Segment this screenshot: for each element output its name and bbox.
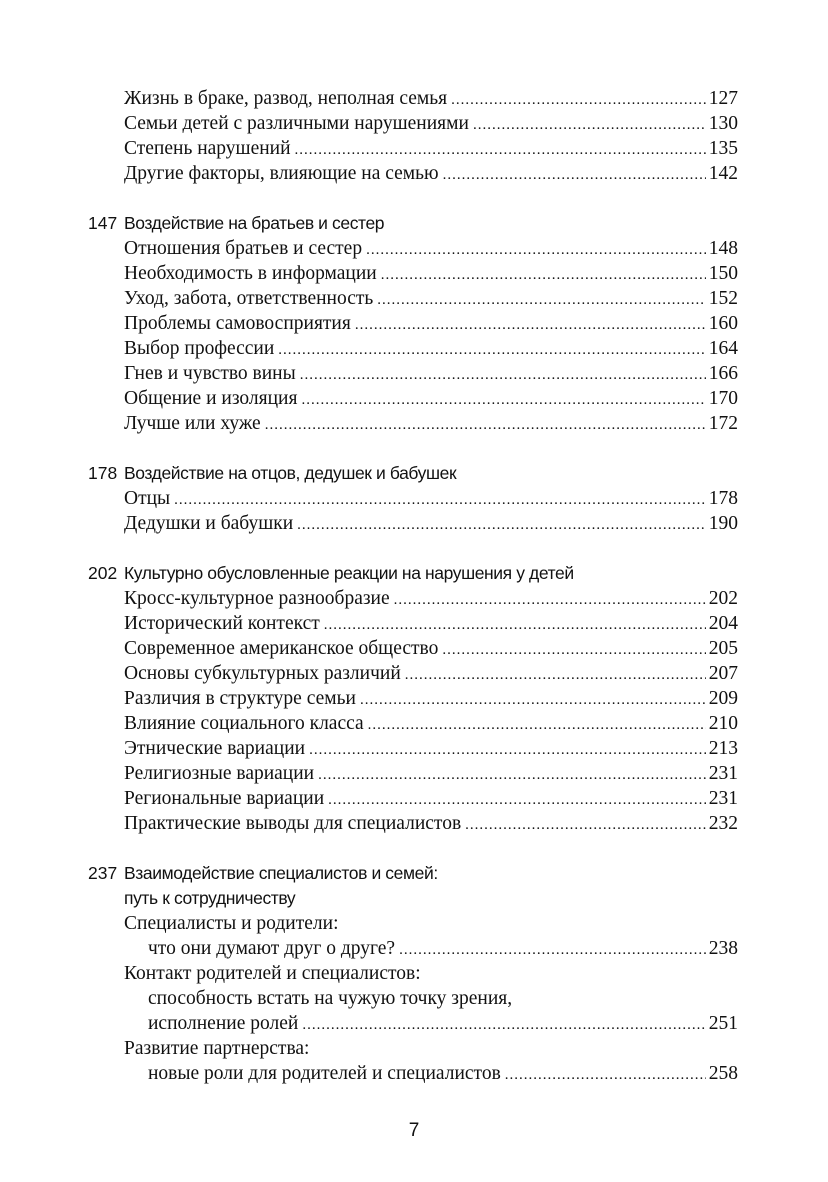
toc-entry-page: 130 xyxy=(708,113,738,134)
toc-entry-continued xyxy=(0,986,828,1011)
toc-entry-title: Отношения братьев и сестер xyxy=(124,238,363,259)
dot-leader xyxy=(328,788,706,813)
toc-entry xyxy=(0,386,828,411)
toc-entry-page: 204 xyxy=(708,613,738,634)
toc-entry xyxy=(0,936,828,961)
toc-entry xyxy=(0,661,828,686)
toc-entry-page: 213 xyxy=(708,738,738,759)
dot-leader xyxy=(295,138,706,163)
toc-entry xyxy=(0,311,828,336)
dot-leader xyxy=(318,763,706,788)
toc-entry xyxy=(0,261,828,286)
toc-entry-page: 170 xyxy=(708,388,738,409)
toc-entry-page: 209 xyxy=(708,688,738,709)
toc-entry-title: Дедушки и бабушки xyxy=(124,513,294,534)
chapter-heading xyxy=(0,861,828,886)
toc-entry-title: исполнение ролей xyxy=(148,1013,299,1034)
toc-entry xyxy=(0,811,828,836)
toc-entry xyxy=(0,486,828,511)
toc-entry-page: 160 xyxy=(708,313,738,334)
chapter-heading-continued xyxy=(0,886,828,911)
dot-leader xyxy=(360,688,706,713)
toc-entry xyxy=(0,411,828,436)
toc-entry xyxy=(0,511,828,536)
dot-leader xyxy=(300,363,706,388)
toc-entry xyxy=(0,611,828,636)
chapter-heading xyxy=(0,211,828,236)
toc-entry-page: 207 xyxy=(708,663,738,684)
toc-entry-title: Общение и изоляция xyxy=(124,388,298,409)
toc-entry-page: 190 xyxy=(708,513,738,534)
toc-entry-heading xyxy=(0,1036,828,1061)
toc-entry-title: Практические выводы для специалистов xyxy=(124,813,462,834)
chapter-page: 147 xyxy=(88,213,118,233)
dot-leader xyxy=(394,588,706,613)
dot-leader xyxy=(451,88,706,113)
chapter-page: 237 xyxy=(88,863,118,883)
chapter-title-line2: путь к сотрудничеству xyxy=(124,888,296,908)
dot-leader xyxy=(302,1013,705,1038)
chapter-page: 178 xyxy=(88,463,118,483)
toc-entry xyxy=(0,286,828,311)
toc-entry-title: Выбор профессии xyxy=(124,338,275,359)
toc-entry-page: 202 xyxy=(708,588,738,609)
toc-entry-title: Религиозные вариации xyxy=(124,763,315,784)
toc-entry-page: 210 xyxy=(708,713,738,734)
dot-leader xyxy=(301,388,705,413)
toc-entry-page: 205 xyxy=(708,638,738,659)
dot-leader xyxy=(265,413,706,438)
toc-entry xyxy=(0,86,828,111)
toc-entry-title: Основы субкультурных различий xyxy=(124,663,401,684)
chapter-title: Культурно обусловленные реакции на нарушения у детей xyxy=(124,563,574,583)
toc-entry-page: 231 xyxy=(708,763,738,784)
toc-entry xyxy=(0,1061,828,1086)
toc-entry-page: 164 xyxy=(708,338,738,359)
dot-leader xyxy=(465,813,706,838)
chapter-heading xyxy=(0,461,828,486)
toc-entry-page: 148 xyxy=(708,238,738,259)
toc-entry-heading xyxy=(0,961,828,986)
toc-entry-title: Кросс-культурное разнообразие xyxy=(124,588,390,609)
toc-entry-page: 232 xyxy=(708,813,738,834)
dot-leader xyxy=(399,938,706,963)
toc-entry-title: Лучше или хуже xyxy=(124,413,261,434)
toc-entry-page: 150 xyxy=(708,263,738,284)
toc-entry-page: 231 xyxy=(708,788,738,809)
toc-entry xyxy=(0,236,828,261)
dot-leader xyxy=(381,263,706,288)
toc-entry-title: Современное американское общество xyxy=(124,638,439,659)
toc-entry-page: 172 xyxy=(708,413,738,434)
table-of-contents xyxy=(0,86,828,1086)
dot-leader xyxy=(505,1063,706,1088)
toc-entry xyxy=(0,1011,828,1036)
toc-entry-title: Семьи детей с различными нарушениями xyxy=(124,113,469,134)
toc-entry-page: 142 xyxy=(708,163,738,184)
toc-entry xyxy=(0,761,828,786)
toc-entry-title: Гнев и чувство вины xyxy=(124,363,296,384)
toc-entry-title: Контакт родителей и специалистов: xyxy=(124,963,421,984)
chapter-heading xyxy=(0,561,828,586)
toc-entry-title: Различия в структуре семьи xyxy=(124,688,356,709)
dot-leader xyxy=(442,638,705,663)
toc-entry-page: 251 xyxy=(708,1013,738,1034)
chapter-page: 202 xyxy=(88,563,118,583)
dot-leader xyxy=(309,738,706,763)
toc-entry-title: Региональные вариации xyxy=(124,788,325,809)
toc-entry-title: Развитие партнерства: xyxy=(124,1038,310,1059)
toc-entry xyxy=(0,161,828,186)
dot-leader xyxy=(297,513,706,538)
toc-entry-page: 135 xyxy=(708,138,738,159)
toc-entry-heading xyxy=(0,911,828,936)
toc-entry xyxy=(0,336,828,361)
toc-entry xyxy=(0,786,828,811)
toc-entry xyxy=(0,711,828,736)
dot-leader xyxy=(324,613,706,638)
toc-entry xyxy=(0,136,828,161)
dot-leader xyxy=(473,113,706,138)
toc-entry-title: новые роли для родителей и специалистов xyxy=(148,1063,501,1084)
toc-entry xyxy=(0,586,828,611)
toc-entry-title: Другие факторы, влияющие на семью xyxy=(124,163,439,184)
toc-entry xyxy=(0,686,828,711)
toc-entry-title: Этнические вариации xyxy=(124,738,306,759)
toc-entry-title: Уход, забота, ответственность xyxy=(124,288,374,309)
dot-leader xyxy=(368,713,706,738)
toc-entry-title: Необходимость в информации xyxy=(124,263,377,284)
toc-entry-page: 178 xyxy=(708,488,738,509)
chapter-title: Воздействие на отцов, дедушек и бабушек xyxy=(124,463,457,483)
toc-entry-title: Проблемы самовосприятия xyxy=(124,313,351,334)
toc-entry-title: способность встать на чужую точку зрения, xyxy=(148,988,513,1009)
toc-entry xyxy=(0,636,828,661)
toc-entry xyxy=(0,111,828,136)
toc-entry-page: 152 xyxy=(708,288,738,309)
dot-leader xyxy=(405,663,706,688)
chapter-title: Взаимодействие специалистов и семей: xyxy=(124,863,438,883)
toc-entry xyxy=(0,736,828,761)
toc-entry-page: 127 xyxy=(708,88,738,109)
toc-entry-page: 166 xyxy=(708,363,738,384)
page-number: 7 xyxy=(408,1120,420,1141)
dot-leader xyxy=(355,313,706,338)
toc-entry-title: Специалисты и родители: xyxy=(124,913,339,934)
toc-entry-page: 258 xyxy=(708,1063,738,1084)
dot-leader xyxy=(174,488,706,513)
toc-entry xyxy=(0,361,828,386)
toc-entry-title: Жизнь в браке, развод, неполная семья xyxy=(124,88,448,109)
toc-entry-title: Исторический контекст xyxy=(124,613,320,634)
toc-entry-title: что они думают друг о друге? xyxy=(148,938,396,959)
chapter-title: Воздействие на братьев и сестер xyxy=(124,213,385,233)
dot-leader xyxy=(366,238,706,263)
toc-entry-title: Степень нарушений xyxy=(124,138,291,159)
toc-entry-title: Влияние социального класса xyxy=(124,713,364,734)
dot-leader xyxy=(443,163,706,188)
toc-entry-page: 238 xyxy=(708,938,738,959)
toc-entry-title: Отцы xyxy=(124,488,171,509)
dot-leader xyxy=(278,338,705,363)
dot-leader xyxy=(377,288,705,313)
